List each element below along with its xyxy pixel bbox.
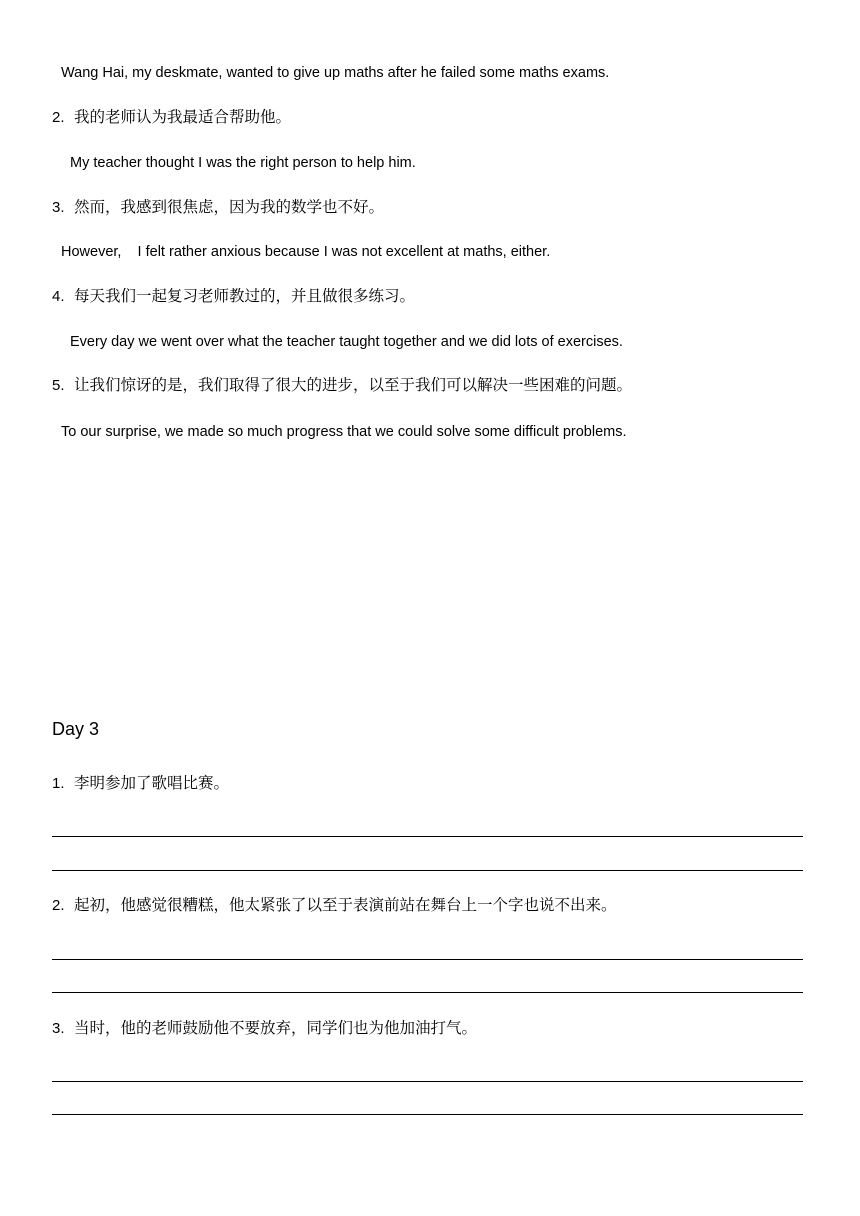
answer-line[interactable] — [52, 870, 803, 871]
answer-line[interactable] — [52, 992, 803, 993]
day3-sentence-2-chinese — [52, 898, 617, 914]
sentence-2-translation: My teacher thought I was the right person to help him. — [70, 155, 416, 171]
item-number: 2. — [52, 897, 65, 914]
chinese-text: 当时，他的老师鼓励他不要放弃，同学们也为他加油打气。 — [74, 1019, 478, 1037]
chinese-text: 每天我们一起复习老师教过的，并且做很多练习。 — [74, 287, 416, 305]
item-number: 2. — [52, 109, 65, 126]
chinese-text: 让我们惊讶的是，我们取得了很大的进步，以至于我们可以解决一些困难的问题。 — [74, 376, 633, 394]
chinese-text: 然而，我感到很焦虑，因为我的数学也不好。 — [74, 198, 385, 216]
sentence-2-chinese — [52, 110, 291, 126]
answer-line[interactable] — [52, 959, 803, 960]
answer-line[interactable] — [52, 836, 803, 837]
day3-sentence-1-chinese — [52, 776, 229, 792]
item-number: 4. — [52, 288, 65, 305]
sentence-3-chinese — [52, 200, 384, 216]
day3-sentence-3-chinese — [52, 1021, 477, 1037]
sentence-5-chinese — [52, 378, 632, 394]
item-number: 3. — [52, 199, 65, 216]
chinese-text: 起初，他感觉很糟糕，他太紧张了以至于表演前站在舞台上一个字也说不出来。 — [74, 896, 617, 914]
sentence-3-translation: However, I felt rather anxious because I was not excellent at maths, either. — [61, 244, 551, 260]
section-heading: Day 3 — [52, 719, 100, 739]
item-number: 5. — [52, 377, 65, 394]
chinese-text: 我的老师认为我最适合帮助他。 — [74, 108, 292, 126]
item-number: 1. — [52, 775, 65, 792]
sentence-5-translation: To our surprise, we made so much progress that we could solve some difficult problems. — [61, 424, 627, 440]
sentence-4-chinese — [52, 289, 415, 305]
sentence-1-translation: Wang Hai, my deskmate, wanted to give up maths after he failed some maths exams. — [61, 65, 610, 81]
answer-line[interactable] — [52, 1081, 803, 1082]
chinese-text: 李明参加了歌唱比赛。 — [74, 774, 230, 792]
sentence-4-translation: Every day we went over what the teacher taught together and we did lots of exercises. — [70, 334, 623, 350]
item-number: 3. — [52, 1020, 65, 1037]
answer-line[interactable] — [52, 1114, 803, 1115]
